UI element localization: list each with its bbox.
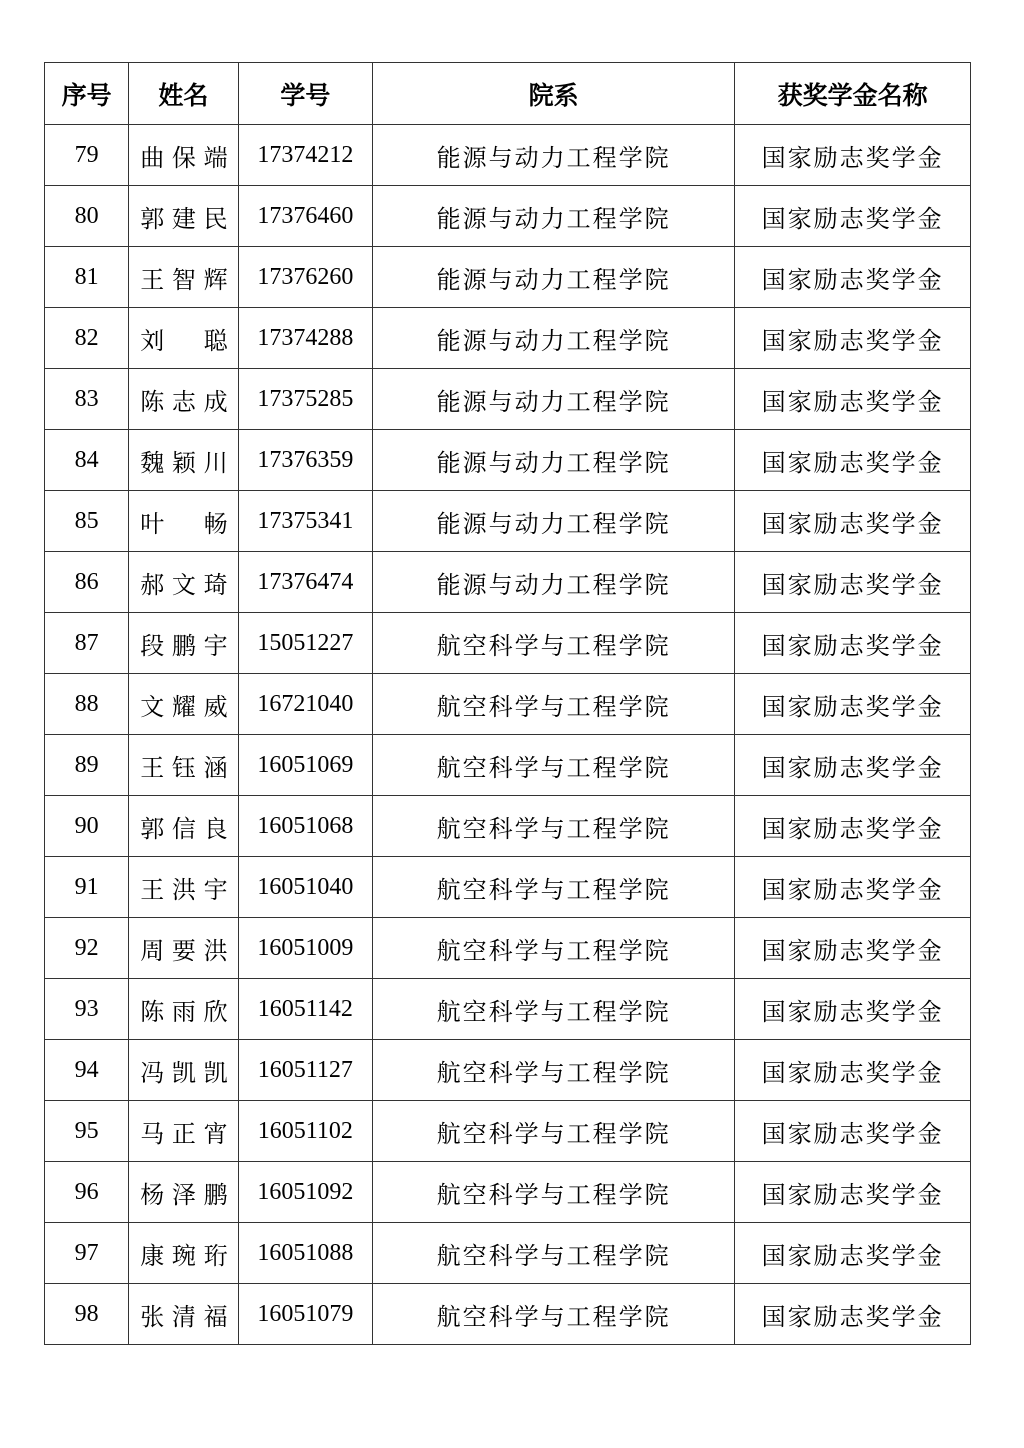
cell-name: 刘 聪 <box>129 308 238 369</box>
table-row <box>45 979 971 1040</box>
cell-department: 能源与动力工程学院 <box>373 247 735 308</box>
cell-award: 国家励志奖学金 <box>735 247 971 308</box>
cell-award: 国家励志奖学金 <box>735 430 971 491</box>
table-row <box>45 491 971 552</box>
cell-award: 国家励志奖学金 <box>735 1223 971 1284</box>
cell-department: 航空科学与工程学院 <box>373 674 735 735</box>
cell-student-id: 16721040 <box>238 674 372 735</box>
cell-award: 国家励志奖学金 <box>735 796 971 857</box>
cell-index: 79 <box>45 125 129 186</box>
cell-name: 魏颖川 <box>129 430 238 491</box>
cell-index: 90 <box>45 796 129 857</box>
cell-department: 能源与动力工程学院 <box>373 369 735 430</box>
header-department: 院系 <box>373 63 735 125</box>
cell-student-id: 17376260 <box>238 247 372 308</box>
cell-student-id: 16051142 <box>238 979 372 1040</box>
header-row <box>45 63 971 125</box>
cell-student-id: 17376460 <box>238 186 372 247</box>
cell-department: 航空科学与工程学院 <box>373 1040 735 1101</box>
cell-department: 能源与动力工程学院 <box>373 430 735 491</box>
table-row <box>45 613 971 674</box>
cell-award: 国家励志奖学金 <box>735 979 971 1040</box>
cell-name: 周要洪 <box>129 918 238 979</box>
cell-name: 陈雨欣 <box>129 979 238 1040</box>
cell-index: 83 <box>45 369 129 430</box>
header-index: 序号 <box>45 63 129 125</box>
cell-index: 91 <box>45 857 129 918</box>
cell-student-id: 17374288 <box>238 308 372 369</box>
cell-name: 王钰涵 <box>129 735 238 796</box>
cell-department: 能源与动力工程学院 <box>373 125 735 186</box>
cell-name: 张清福 <box>129 1284 238 1345</box>
cell-award: 国家励志奖学金 <box>735 857 971 918</box>
cell-index: 93 <box>45 979 129 1040</box>
cell-student-id: 16051102 <box>238 1101 372 1162</box>
cell-department: 能源与动力工程学院 <box>373 186 735 247</box>
cell-department: 航空科学与工程学院 <box>373 796 735 857</box>
cell-student-id: 17376474 <box>238 552 372 613</box>
cell-award: 国家励志奖学金 <box>735 369 971 430</box>
scholarship-table <box>44 62 971 1345</box>
cell-name: 段鹏宇 <box>129 613 238 674</box>
cell-department: 航空科学与工程学院 <box>373 1101 735 1162</box>
table-row <box>45 1040 971 1101</box>
table-header <box>45 63 971 125</box>
cell-name: 郭建民 <box>129 186 238 247</box>
cell-index: 80 <box>45 186 129 247</box>
cell-department: 能源与动力工程学院 <box>373 491 735 552</box>
cell-index: 85 <box>45 491 129 552</box>
cell-name: 王洪宇 <box>129 857 238 918</box>
table-row <box>45 552 971 613</box>
cell-student-id: 16051009 <box>238 918 372 979</box>
cell-student-id: 16051088 <box>238 1223 372 1284</box>
cell-index: 81 <box>45 247 129 308</box>
cell-name: 文耀威 <box>129 674 238 735</box>
cell-index: 86 <box>45 552 129 613</box>
cell-index: 92 <box>45 918 129 979</box>
cell-department: 航空科学与工程学院 <box>373 918 735 979</box>
cell-award: 国家励志奖学金 <box>735 1040 971 1101</box>
table-row <box>45 430 971 491</box>
cell-name: 马正宵 <box>129 1101 238 1162</box>
cell-award: 国家励志奖学金 <box>735 552 971 613</box>
header-name: 姓名 <box>129 63 238 125</box>
cell-name: 郭信良 <box>129 796 238 857</box>
cell-student-id: 16051069 <box>238 735 372 796</box>
cell-department: 能源与动力工程学院 <box>373 552 735 613</box>
table-row <box>45 918 971 979</box>
cell-student-id: 16051040 <box>238 857 372 918</box>
cell-student-id: 17376359 <box>238 430 372 491</box>
cell-student-id: 17375285 <box>238 369 372 430</box>
cell-index: 89 <box>45 735 129 796</box>
cell-award: 国家励志奖学金 <box>735 735 971 796</box>
table-row <box>45 247 971 308</box>
table-row <box>45 796 971 857</box>
table-row <box>45 186 971 247</box>
cell-student-id: 16051092 <box>238 1162 372 1223</box>
table-row <box>45 308 971 369</box>
cell-name: 郝文琦 <box>129 552 238 613</box>
cell-name: 王智辉 <box>129 247 238 308</box>
cell-award: 国家励志奖学金 <box>735 613 971 674</box>
cell-award: 国家励志奖学金 <box>735 491 971 552</box>
cell-department: 航空科学与工程学院 <box>373 613 735 674</box>
cell-index: 97 <box>45 1223 129 1284</box>
cell-index: 95 <box>45 1101 129 1162</box>
cell-student-id: 17374212 <box>238 125 372 186</box>
cell-name: 叶 畅 <box>129 491 238 552</box>
cell-index: 84 <box>45 430 129 491</box>
cell-name: 曲保端 <box>129 125 238 186</box>
cell-index: 98 <box>45 1284 129 1345</box>
cell-index: 88 <box>45 674 129 735</box>
cell-award: 国家励志奖学金 <box>735 308 971 369</box>
cell-department: 航空科学与工程学院 <box>373 1284 735 1345</box>
cell-name: 冯凯凯 <box>129 1040 238 1101</box>
cell-department: 航空科学与工程学院 <box>373 857 735 918</box>
header-award: 获奖学金名称 <box>735 63 971 125</box>
cell-department: 能源与动力工程学院 <box>373 308 735 369</box>
cell-department: 航空科学与工程学院 <box>373 735 735 796</box>
cell-index: 87 <box>45 613 129 674</box>
table-body <box>45 125 971 1345</box>
cell-index: 94 <box>45 1040 129 1101</box>
header-student-id: 学号 <box>238 63 372 125</box>
cell-department: 航空科学与工程学院 <box>373 1162 735 1223</box>
cell-award: 国家励志奖学金 <box>735 918 971 979</box>
cell-index: 96 <box>45 1162 129 1223</box>
table-row <box>45 1162 971 1223</box>
cell-name: 陈志成 <box>129 369 238 430</box>
cell-award: 国家励志奖学金 <box>735 1162 971 1223</box>
table-row <box>45 735 971 796</box>
table-row <box>45 1101 971 1162</box>
cell-name: 康琬珩 <box>129 1223 238 1284</box>
table-row <box>45 674 971 735</box>
cell-department: 航空科学与工程学院 <box>373 1223 735 1284</box>
cell-student-id: 16051127 <box>238 1040 372 1101</box>
cell-student-id: 16051079 <box>238 1284 372 1345</box>
table-row <box>45 1223 971 1284</box>
cell-award: 国家励志奖学金 <box>735 186 971 247</box>
cell-student-id: 16051068 <box>238 796 372 857</box>
table-row <box>45 857 971 918</box>
cell-student-id: 15051227 <box>238 613 372 674</box>
cell-name: 杨泽鹏 <box>129 1162 238 1223</box>
cell-award: 国家励志奖学金 <box>735 674 971 735</box>
cell-student-id: 17375341 <box>238 491 372 552</box>
cell-award: 国家励志奖学金 <box>735 125 971 186</box>
cell-department: 航空科学与工程学院 <box>373 979 735 1040</box>
cell-award: 国家励志奖学金 <box>735 1101 971 1162</box>
cell-award: 国家励志奖学金 <box>735 1284 971 1345</box>
table-row <box>45 1284 971 1345</box>
cell-index: 82 <box>45 308 129 369</box>
table-row <box>45 369 971 430</box>
table-row <box>45 125 971 186</box>
